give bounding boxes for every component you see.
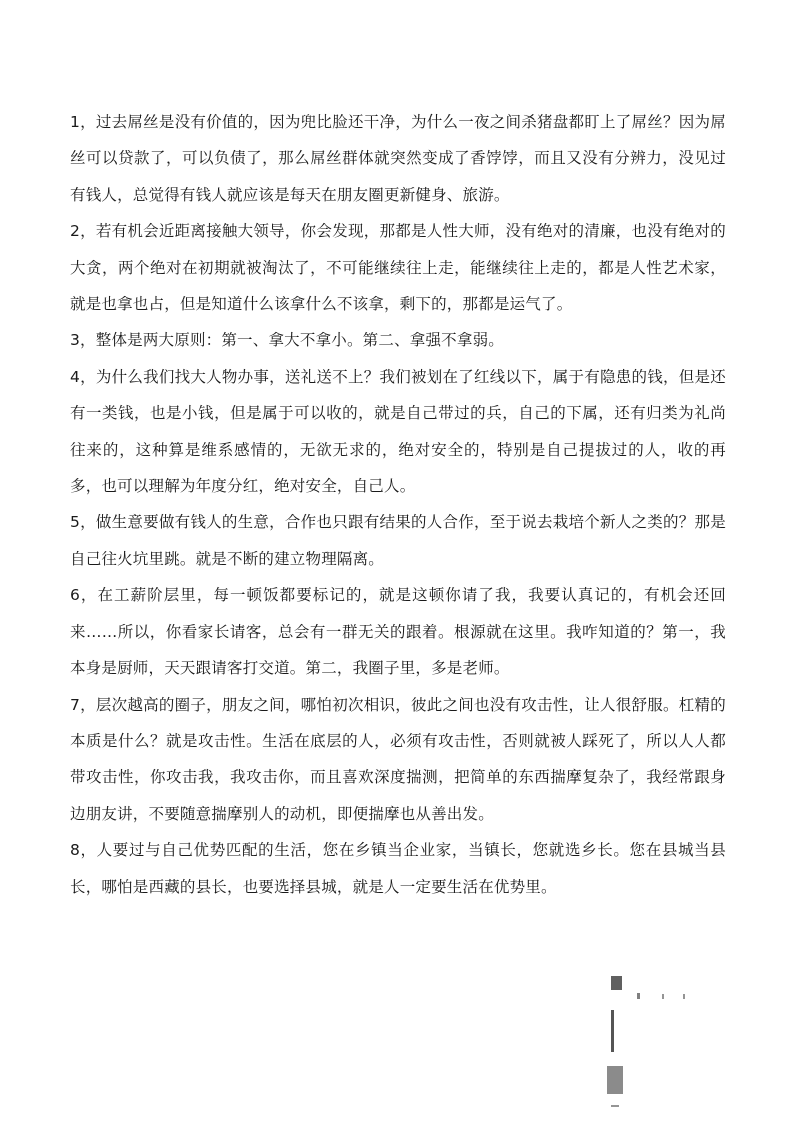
paragraph-4: 4，为什么我们找大人物办事，送礼送不上？我们被划在了红线以下，属于有隐患的钱，但是还有一类钱，也是小钱，但是属于可以收的，就是自己带过的兵，自己的下属，还有归类为礼尚往来的，这种算是维系感情的，无欲无求的，绝对安全的，特别是自己提拔过的人，收的再多，也可以理解为年度分红，绝对安全，自己人。 [70, 367, 726, 496]
scan-artifact-mark [662, 994, 664, 999]
scan-artifact-mark [611, 1105, 619, 1107]
paragraph-5: 5，做生意要做有钱人的生意，合作也只跟有结果的人合作，至于说去栽培个新人之类的？那是自己往火坑里跳。就是不断的建立物理隔离。 [70, 513, 726, 568]
document-body [70, 104, 726, 905]
scan-artifact-mark [683, 994, 685, 999]
paragraph-1: 1，过去屌丝是没有价值的，因为兜比脸还干净，为什么一夜之间杀猪盘都盯上了屌丝？因为屌丝可以贷款了，可以负债了，那么屌丝群体就突然变成了香饽饽，而且又没有分辨力，没见过有钱人，总觉得有钱人就应该是每天在朋友圈更新健身、旅游。 [70, 113, 726, 204]
paragraph-7: 7，层次越高的圈子，朋友之间，哪怕初次相识，彼此之间也没有攻击性，让人很舒服。杠精的本质是什么？就是攻击性。生活在底层的人，必须有攻击性，否则就被人踩死了，所以人人都带攻击性，你攻击我，我攻击你，而且喜欢深度揣测，把简单的东西揣摩复杂了，我经常跟身边朋友讲，不要随意揣摩别人的动机，即便揣摩也从善出发。 [70, 695, 726, 823]
paragraph-8: 8，人要过与自己优势匹配的生活，您在乡镇当企业家，当镇长，您就选乡长。您在县城当县长，哪怕是西藏的县长，也要选择县城，就是人一定要生活在优势里。 [70, 841, 726, 896]
scan-artifact-mark [611, 1010, 614, 1052]
scan-artifact-mark [607, 1066, 623, 1094]
scan-artifact-mark [637, 993, 640, 999]
paragraph-2: 2，若有机会近距离接触大领导，你会发现，那都是人性大师，没有绝对的清廉，也没有绝对的大贪，两个绝对在初期就被淘汰了，不可能继续往上走，能继续往上走的，都是人性艺术家，就是也拿也占，但是知道什么该拿什么不该拿，剩下的，那都是运气了。 [70, 222, 726, 314]
paragraph-6: 6，在工薪阶层里，每一顿饭都要标记的，就是这顿你请了我，我要认真记的，有机会还回来……所以，你看家长请客，总会有一群无关的跟着。根源就在这里。我咋知道的？第一，我本身是厨师，天天跟请客打交道。第二，我圈子里，多是老师。 [70, 586, 726, 678]
paragraph-3: 3，整体是两大原则：第一、拿大不拿小。第二、拿强不拿弱。 [70, 331, 504, 350]
scan-artifact-mark [611, 976, 622, 990]
